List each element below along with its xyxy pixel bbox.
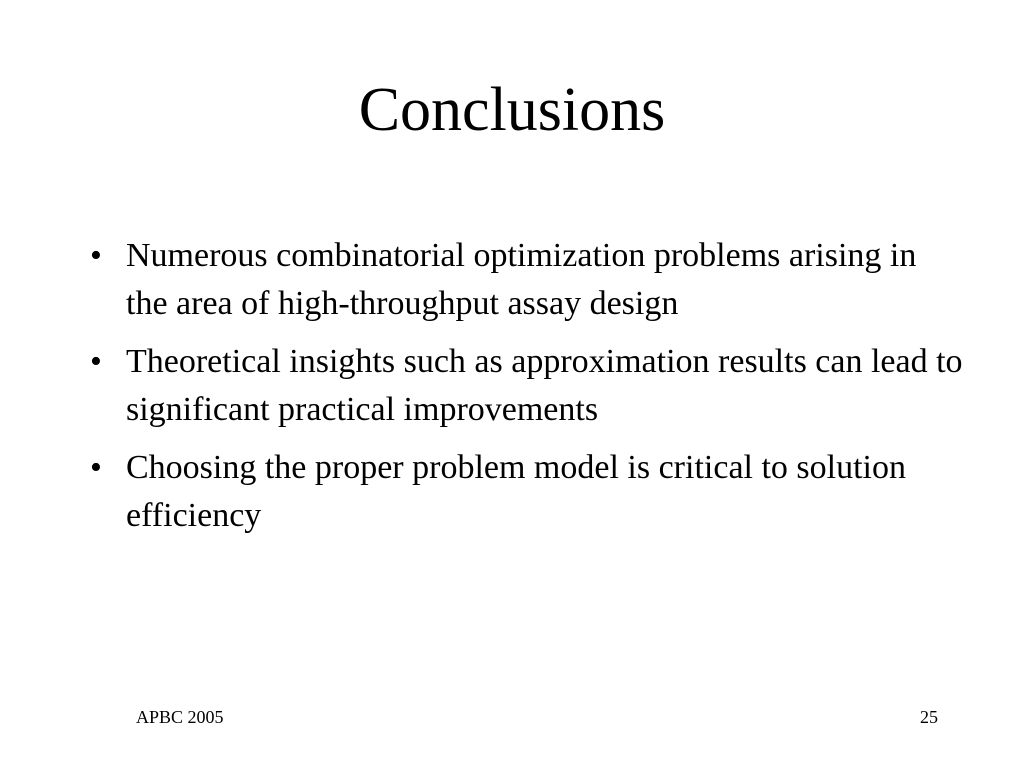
footer-conference-label: APBC 2005 bbox=[136, 707, 224, 727]
bullet-text: Numerous combinatorial optimization problems arising in the area of high-throughput assay design bbox=[126, 237, 917, 322]
bullet-text: Theoretical insights such as approximation results can lead to significant practical improvements bbox=[126, 343, 963, 428]
bullet-icon: • bbox=[90, 449, 102, 486]
slide-number: 25 bbox=[920, 707, 938, 727]
bullet-item bbox=[84, 338, 964, 434]
bullet-icon: • bbox=[90, 343, 102, 380]
bullet-icon: • bbox=[90, 237, 102, 274]
bullet-text: Choosing the proper problem model is critical to solution efficiency bbox=[126, 449, 906, 534]
bullet-item bbox=[84, 232, 964, 328]
bullet-item bbox=[84, 444, 964, 540]
slide-title: Conclusions bbox=[358, 76, 666, 144]
bullet-list bbox=[84, 232, 964, 550]
